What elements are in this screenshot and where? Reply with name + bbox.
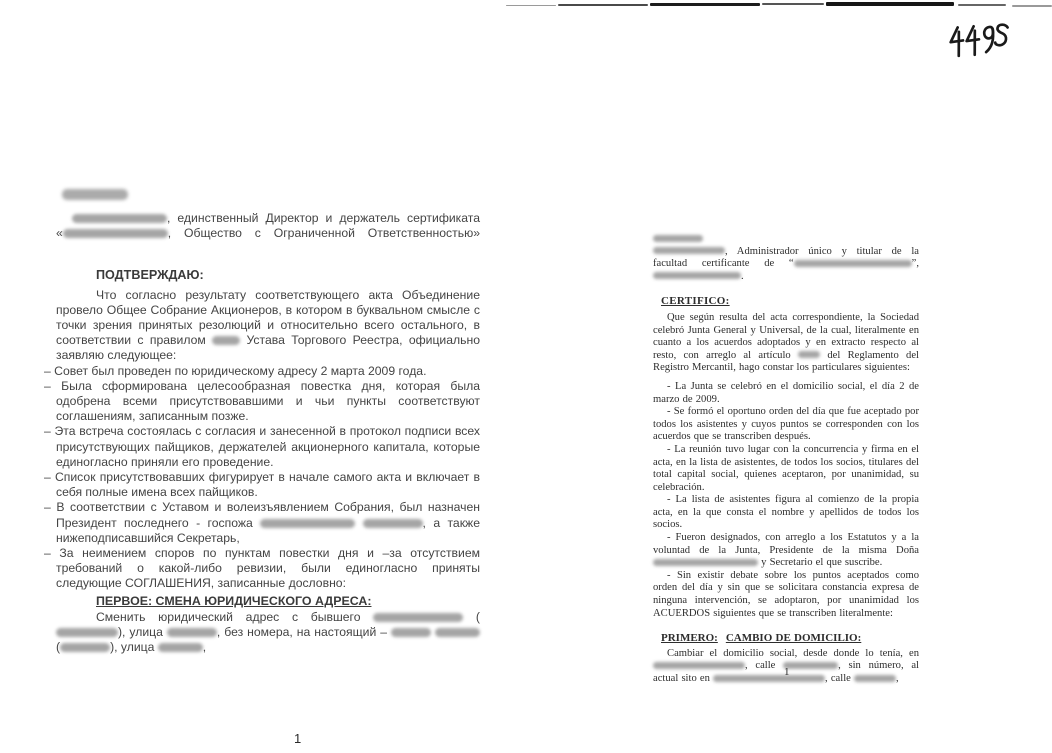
redaction xyxy=(63,229,168,238)
redaction xyxy=(391,628,431,637)
particular-item: - Sin existir debate sobre los puntos aceptados como orden del día y sin que se solicitara constancia expresa de ninguna intervención, se adoptaron, por unanimidad los ACUERDOS siguientes que se transcriben literalmente: xyxy=(653,569,919,619)
particulars-list xyxy=(653,381,919,620)
particular-item: - Se formó el oportuno orden del día que fue aceptado por todos los asistentes y cuyos puntos se corresponden con los acuerdos que se transcriben después. xyxy=(653,406,919,443)
redaction xyxy=(158,643,203,652)
statement-item: – Список присутствовавших фигурирует в начале самого акта и включает в себя полные имена всех пайщиков. xyxy=(44,470,480,500)
redaction xyxy=(435,628,480,637)
scan-edge-mark xyxy=(506,5,556,6)
first-agreement-heading: PRIMERO: CAMBIO DE DOMICILIO: xyxy=(661,632,862,645)
statement-item: – Была сформирована целесообразная повестка дня, которая была одобрена всеми присутствовавшими и чьи пункты соответствуют соглашениям, записанным позже. xyxy=(44,378,480,424)
certifier-faculty-line: facultad certificante de “ ”, xyxy=(653,258,919,270)
opening-paragraph: Что согласно результату соответствующего акта Объединение провело Общее Собрание Акционеров, в котором в буквальном смысле с точки зрения принятых резолюций и относительно всего остального, в соответствии с правилом Устава Торгового Реестра, официально заявляю следующее: xyxy=(56,287,480,363)
redaction xyxy=(56,628,118,637)
redaction xyxy=(783,662,838,669)
redaction xyxy=(212,336,240,345)
address-change-paragraph: Cambiar el domicilio social, desde donde lo tenía, en , calle , sin número, al actual sito en , calle , xyxy=(653,647,919,684)
statement-item: – За неимением споров по пунктам повестки дня и –за отсутствием требований о какой-либо ревизии, были единогласно приняты следующие СОГЛАШЕНИЯ, записанные дословно: xyxy=(44,546,480,591)
redaction xyxy=(62,189,128,200)
scan-edge-mark xyxy=(958,4,1006,6)
statements-list xyxy=(44,364,480,592)
company-line: « , Общество с Ограниченной Ответственностью» xyxy=(56,226,480,241)
redaction xyxy=(713,675,825,682)
left-page-russian xyxy=(44,211,480,655)
statement-item: – Эта встреча состоялась с согласия и занесенной в протокол подписи всех присутствующих пайщиков, держателей акционерного капитала, которые единогласно приняли его проведение. xyxy=(44,424,480,469)
scan-edge-mark xyxy=(762,3,824,5)
particular-item: - Fueron designados, con arreglo a los Estatutos y a la voluntad de la Junta, Presidente de la misma Doña y Secretario el que suscribe. xyxy=(653,532,919,569)
statement-item: – В соответствии с Уставом и волеизъявлением Собрания, был назначен Президент последнего - госпожа , а также нижеподписавшийся Секретарь, xyxy=(44,500,480,545)
particular-item: - La Junta se celebró en el domicilio social, el día 2 de marzo de 2009. xyxy=(653,380,919,405)
statement-item: – Совет был проведен по юридическому адресу 2 марта 2009 года. xyxy=(44,363,427,378)
declarant-line: , единственный Директор и держатель сертификата xyxy=(56,211,480,226)
first-resolution-heading: ПЕРВОЕ: СМЕНА ЮРИДИЧЕСКОГО АДРЕСА: xyxy=(96,593,372,608)
certifier-name-line xyxy=(653,233,919,246)
scan-edge-mark xyxy=(826,2,954,6)
certify-heading: CERTIFICO: xyxy=(661,295,730,308)
address-change-paragraph: Сменить юридический адрес с бывшего (), улица , без номера, на настоящий – ( ), улица , xyxy=(56,609,480,655)
certifier-title-line: , Administrador único y titular de la xyxy=(653,246,919,259)
redaction xyxy=(60,643,110,652)
redaction xyxy=(653,662,745,669)
redaction xyxy=(854,675,896,682)
right-page-number: 1 xyxy=(784,666,790,678)
redaction xyxy=(798,351,820,358)
certifier-company-line: . xyxy=(653,271,919,284)
redaction xyxy=(653,272,741,279)
scan-edge-mark xyxy=(558,4,648,6)
right-page-spanish xyxy=(653,233,919,686)
scan-edge-mark xyxy=(1012,5,1052,7)
particular-item: - La reunión tuvo lugar con la concurrencia y firma en el acta, en la lista de asistentes, de todos los socios, titulares del total capital social, quienes aceptaron, por unanimidad, su celebración. xyxy=(653,443,919,493)
redaction xyxy=(653,247,725,254)
redaction xyxy=(373,613,463,622)
handwritten-folio-number xyxy=(947,20,1013,62)
certifier-header xyxy=(653,233,919,283)
opening-paragraph: Que según resulta del acta correspondiente, la Sociedad celebró Junta General y Universal, de la cual, literalmente en cuanto a los acuerdos adoptados y en extracto respecto al resto, con arreglo al artículo del Reglamento del Registro Mercantil, hago constar los particulares siguientes: xyxy=(653,311,919,374)
redaction xyxy=(260,519,355,528)
redaction xyxy=(363,519,423,528)
redaction xyxy=(653,235,703,242)
redaction xyxy=(72,214,167,223)
redaction xyxy=(794,260,912,267)
confirm-heading: ПОДТВЕРЖДАЮ: xyxy=(96,268,204,283)
left-page-number: 1 xyxy=(294,731,302,746)
redaction xyxy=(653,559,758,566)
particular-item: - La lista de asistentes figura al comienzo de la propia acta, en la que consta el nombre y apellidos de todos los socios. xyxy=(653,494,919,531)
scan-edge-mark xyxy=(650,3,760,6)
redaction xyxy=(167,628,217,637)
